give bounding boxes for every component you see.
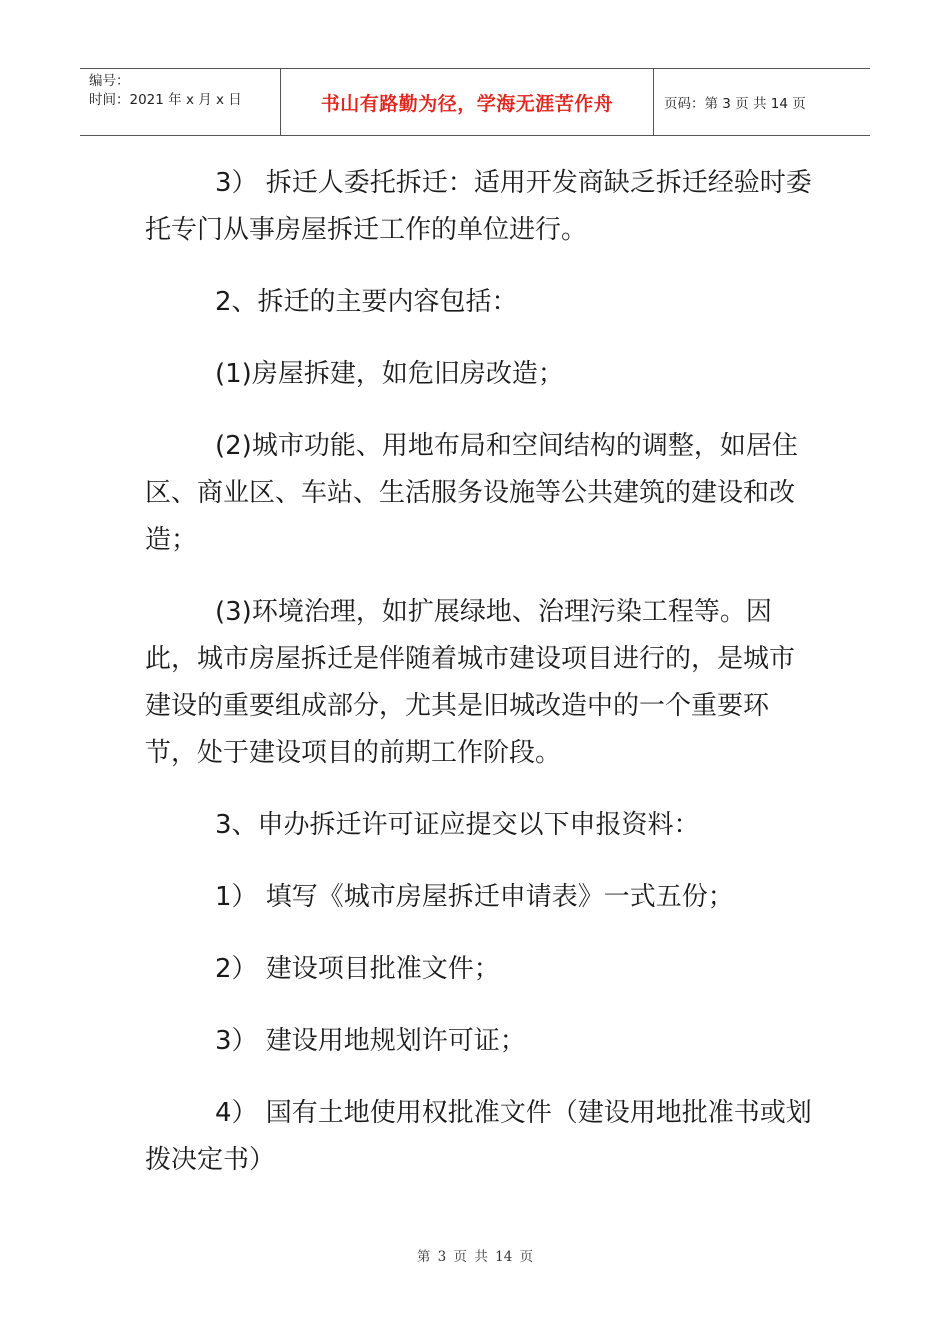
paragraph: (1)房屋拆建，如危旧房改造； [215,359,564,389]
page-header [80,68,870,136]
paragraph: (2)城市功能、用地布局和空间结构的调整，如居住区、商业区、车站、生活服务设施等公共建筑的建设和改造； [145,431,798,555]
paragraph: 3、申办拆迁许可证应提交以下申报资料： [215,810,700,840]
paragraph: 3） 拆迁人委托拆迁：适用开发商缺乏拆迁经验时委托专门从事房屋拆迁工作的单位进行。 [145,168,812,245]
paragraph: 4） 国有土地使用权批准文件（建设用地批准书或划拨决定书） [145,1098,812,1175]
header-meta [80,69,281,135]
paragraph: 2、拆迁的主要内容包括： [215,287,518,317]
paragraph: 1） 填写《城市房屋拆迁申请表》一式五份； [215,882,734,912]
paragraph: (3)环境治理，如扩展绿地、治理污染工程等。因此，城市房屋拆迁是伴随着城市建设项目进行的，是城市建设的重要组成部分，尤其是旧城改造中的一个重要环节，处于建设项目的前期工作阶段。 [145,597,796,768]
header-motto: 书山有路勤为径，学海无涯苦作舟 [281,69,654,135]
document-number-label: 编号： [89,73,130,89]
header-page-number: 页码：第 3 页 共 14 页 [664,96,806,112]
page-footer: 第 3 页 共 14 页 [416,1249,534,1265]
document-date-label: 时间：2021 年 x 月 x 日 [89,92,242,108]
document-body [145,160,815,1209]
paragraph: 3） 建设用地规划许可证； [215,1026,526,1056]
paragraph: 2） 建设项目批准文件； [215,954,500,984]
